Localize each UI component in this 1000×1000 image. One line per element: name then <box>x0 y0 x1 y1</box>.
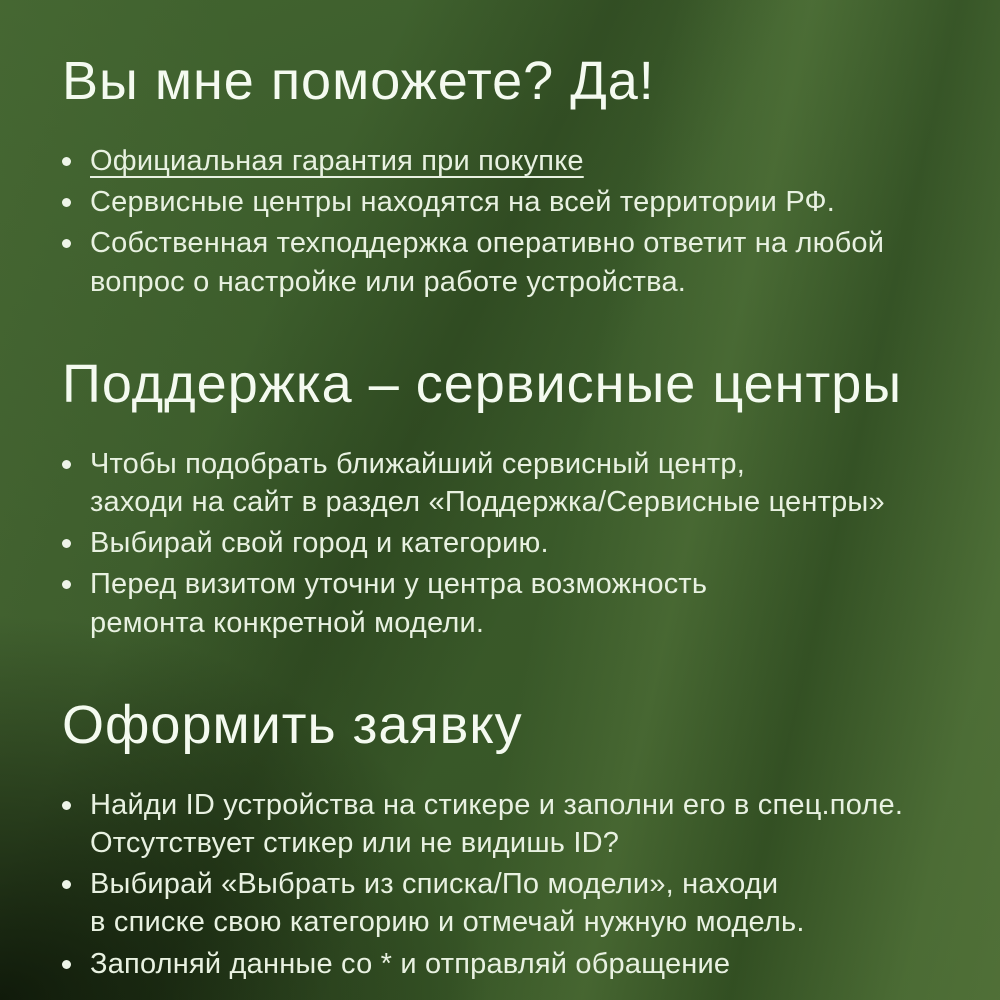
list-item <box>62 142 945 180</box>
bullet-icon <box>62 239 71 248</box>
list-item-text: Заполняй данные со * и отправляй обращение <box>90 947 731 980</box>
bullet-list <box>62 142 945 301</box>
list-item <box>62 183 945 221</box>
section-submit-request <box>62 694 945 983</box>
list-item <box>62 945 945 983</box>
bullet-icon <box>62 801 71 810</box>
list-item <box>62 865 945 942</box>
bullet-icon <box>62 460 71 469</box>
list-item <box>62 224 945 301</box>
list-item-text: Найди ID устройства на стикере и заполни его в спец.поле. Отсутствует стикер или не видишь ID? <box>90 788 904 859</box>
list-item-text: Сервисные центры находятся на всей территории РФ. <box>90 185 836 218</box>
section-heading: Вы мне поможете? Да! <box>62 51 655 111</box>
list-item-text: Официальная гарантия при покупке <box>90 144 584 177</box>
section-support-centers <box>62 353 945 642</box>
bullet-icon <box>62 580 71 589</box>
bullet-icon <box>62 960 71 969</box>
list-item <box>62 524 945 562</box>
list-item <box>62 445 945 522</box>
list-item-text: Чтобы подобрать ближайший сервисный центр, заходи на сайт в раздел «Поддержка/Сервисные центры» <box>90 447 885 518</box>
list-item <box>62 786 945 863</box>
list-item-text: Перед визитом уточни у центра возможность ремонта конкретной модели. <box>90 568 708 639</box>
bullet-list <box>62 445 945 642</box>
section-heading: Оформить заявку <box>62 694 523 755</box>
list-item-text: Выбирай «Выбрать из списка/По модели», находи в списке свою категорию и отмечай нужную модель. <box>90 868 805 939</box>
list-item-text: Собственная техподдержка оперативно ответит на любой вопрос о настройке или работе устройства. <box>90 227 885 298</box>
section-help <box>62 50 945 301</box>
bullet-icon <box>62 157 71 166</box>
list-item-text: Выбирай свой город и категорию. <box>90 527 549 560</box>
bullet-icon <box>62 198 71 207</box>
bullet-icon <box>62 539 71 548</box>
bullet-icon <box>62 880 71 889</box>
section-heading: Поддержка – сервисные центры <box>62 353 903 414</box>
bullet-list <box>62 786 945 983</box>
list-item <box>62 565 945 642</box>
